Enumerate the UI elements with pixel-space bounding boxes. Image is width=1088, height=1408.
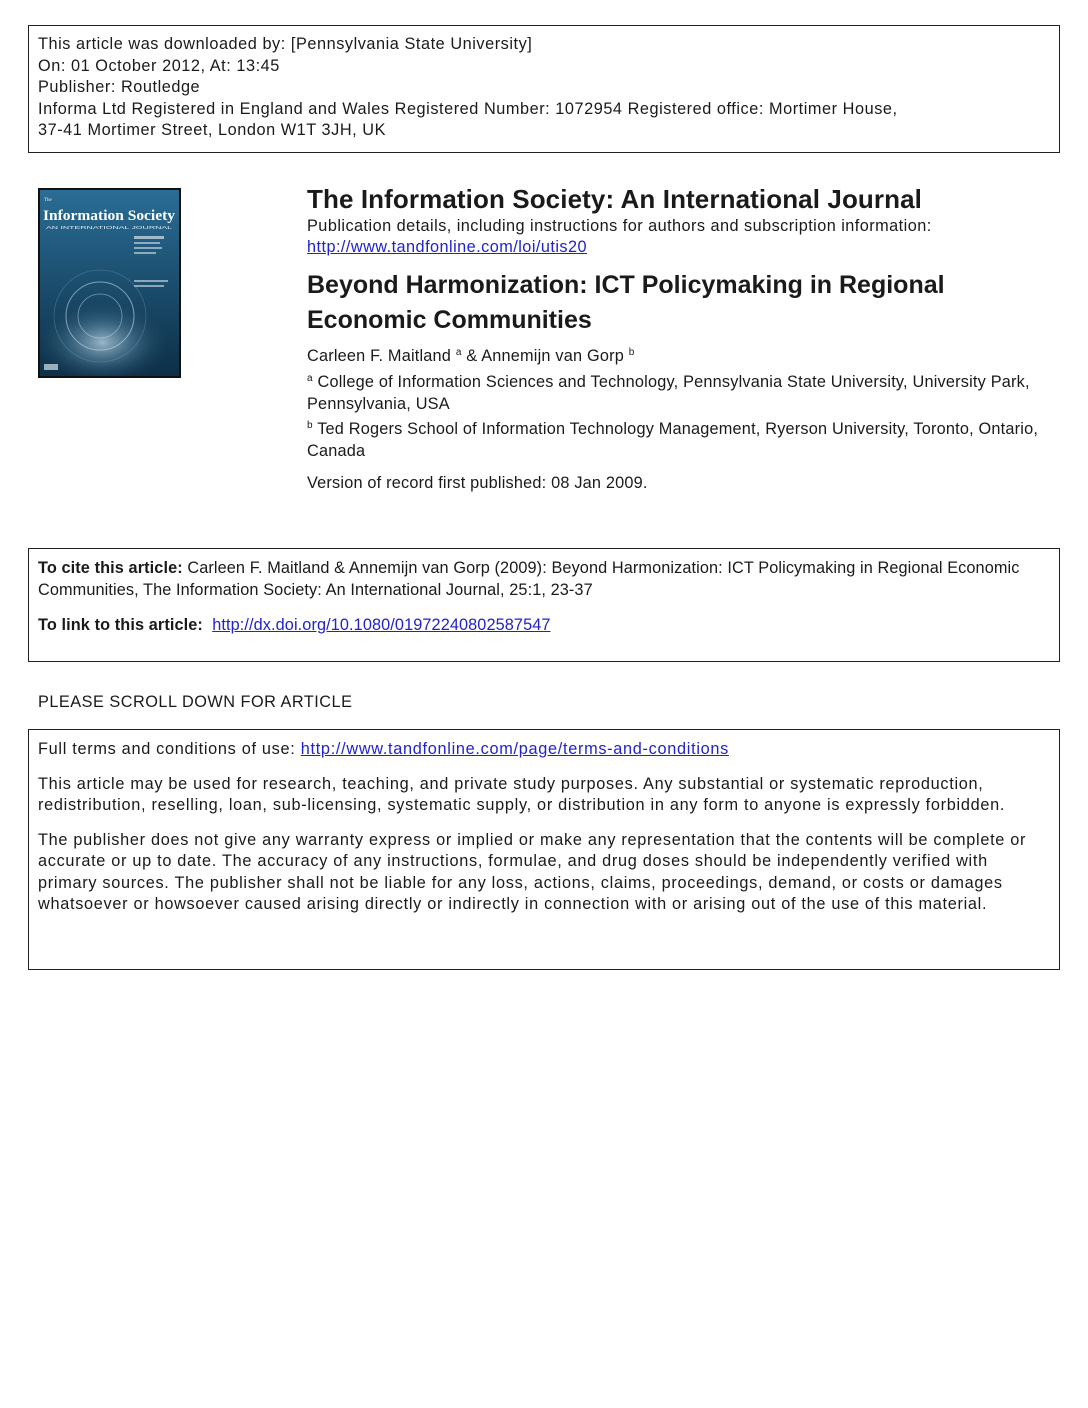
cite-text: Carleen F. Maitland & Annemijn van Gorp (2009): Beyond Harmonization: ICT Policymaking in Regional Economic Communities, The Information Society: An International Journal, 25:1, 23-37 [38, 559, 1020, 599]
link-paragraph [38, 615, 1050, 637]
journal-title: The Information Society: An International Journal [307, 184, 922, 214]
download-line: Publisher: Routledge [38, 78, 201, 96]
affiliation-a [307, 371, 1052, 415]
author-name: Carleen F. Maitland [307, 347, 452, 365]
record-date: Version of record first published: 08 Jan 2009. [307, 474, 648, 492]
citation-box [28, 548, 1060, 662]
affiliation-marker: b [307, 420, 313, 431]
author-affiliation-marker: b [628, 347, 635, 358]
affiliation-b [307, 418, 1052, 462]
affiliation-text: Ted Rogers School of Information Technology Management, Ryerson University, Toronto, Ontario, Canada [307, 420, 1039, 460]
terms-paragraph: The publisher does not give any warranty express or implied or make any representation that the contents will be complete or accurate or up to date. The accuracy of any instructions, formulae, and drug doses should be independently verified with primary sources. The publisher shall not be liable for any loss, actions, claims, proceedings, demand, or costs or damages whatsoever or howsoever caused arising directly or indirectly in connection with or arising out of the use of this material. [38, 830, 1027, 913]
author-name: Annemijn van Gorp [481, 347, 624, 365]
terms-intro-paragraph [38, 739, 1050, 761]
cover-small-top: The [44, 198, 52, 203]
download-info-box [28, 25, 1060, 153]
author-affiliation-marker: a [455, 347, 462, 358]
publication-details: Publication details, including instructions for authors and subscription information: [307, 217, 932, 235]
cover-subtitle: AN INTERNATIONAL JOURNAL [46, 225, 173, 230]
terms-link[interactable]: http://www.tandfonline.com/page/terms-and-conditions [300, 740, 729, 758]
download-line: This article was downloaded by: [Pennsylvania State University] [38, 35, 533, 53]
affiliation-marker: a [307, 373, 313, 384]
download-line: Informa Ltd Registered in England and Wales Registered Number: 1072954 Registered office: Mortimer House, [38, 99, 898, 118]
terms-intro: Full terms and conditions of use: [38, 740, 296, 758]
download-line: On: 01 October 2012, At: 13:45 [38, 56, 280, 75]
terms-box [28, 729, 1060, 970]
scroll-notice: PLEASE SCROLL DOWN FOR ARTICLE [38, 693, 353, 711]
journal-cover-image [38, 188, 181, 378]
author-separator: & [461, 347, 482, 365]
terms-paragraph: This article may be used for research, teaching, and private study purposes. Any substantial or systematic reproduction, redistribution, reselling, loan, sub-licensing, systematic supply, or distribution in any form to anyone is expressly forbidden. [38, 774, 1006, 814]
author-list [307, 344, 1052, 368]
cite-paragraph [38, 558, 1050, 601]
journal-link[interactable]: http://www.tandfonline.com/loi/utis20 [307, 238, 588, 256]
download-line: 37-41 Mortimer Street, London W1T 3JH, UK [38, 121, 387, 139]
article-title: Beyond Harmonization: ICT Policymaking in Regional Economic Communities [307, 271, 945, 334]
doi-link[interactable]: http://dx.doi.org/10.1080/01972240802587547 [212, 616, 551, 634]
article-header [307, 182, 1052, 494]
link-label: To link to this article: [38, 616, 203, 634]
cover-title: Information Society [43, 208, 176, 224]
cite-label: To cite this article: [38, 559, 183, 577]
affiliation-text: College of Information Sciences and Technology, Pennsylvania State University, University Park, Pennsylvania, USA [307, 373, 1030, 413]
